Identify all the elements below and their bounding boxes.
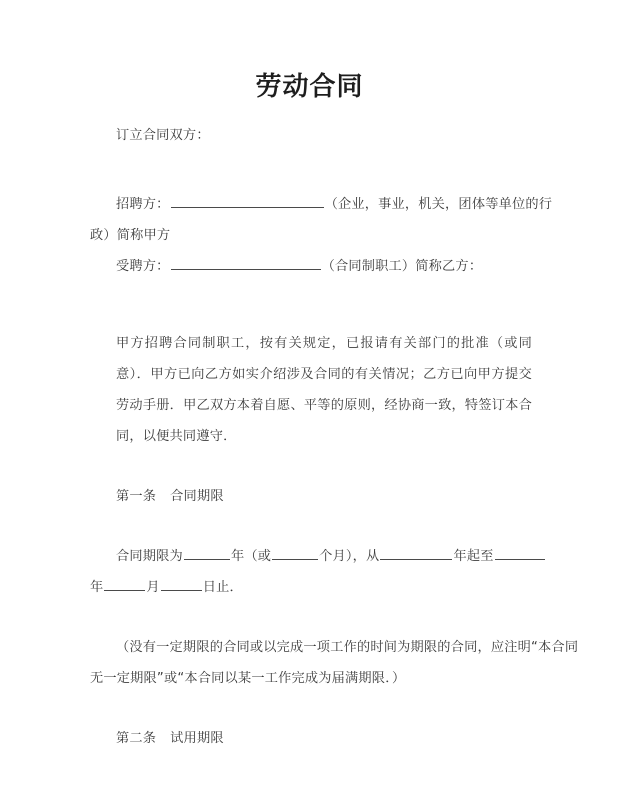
term-text-1: 合同期限为 [116,549,183,564]
term-text-6: 月 [146,580,160,595]
end-day-blank[interactable] [161,577,202,591]
spacer [90,452,532,481]
clause-2-heading: 试用期限 [170,731,224,746]
employer-name-blank[interactable] [171,194,324,208]
spacer [90,512,532,541]
end-month-blank[interactable] [104,577,145,591]
preamble-paragraph: 甲方招聘合同制职工，按有关规定，已报请有关部门的批准（或同意）．甲方已向乙方如实介绍涉及合同的有关情况；乙方已向甲方提交劳动手册．甲乙双方本着自愿、平等的原则，经协商一致，特签订本合同，以便共同遵守． [116,336,532,444]
term-text-2: 年（或 [230,549,272,564]
document-body [90,120,579,754]
clause-1-term-line-2 [90,572,532,603]
employer-line [90,189,553,220]
term-text-4: 年起至 [453,549,494,564]
term-years-blank[interactable] [184,546,230,560]
employee-line [90,251,532,282]
spacer [90,282,532,328]
term-months-blank[interactable] [272,546,318,560]
clause-1-title [90,481,532,512]
start-year-blank[interactable] [380,546,452,560]
clause-2-title [90,723,532,754]
term-text-7: 日止． [202,580,243,595]
clause-1-note-line-2: 无一定期限”或“本合同以某一工作完成为届满期限．） [90,671,406,686]
spacer [90,603,532,632]
term-text-3: 个月），从 [319,549,380,564]
employee-name-blank[interactable] [171,256,321,270]
clause-1-note-line-1: （没有一定期限的合同或以完成一项工作的时间为期限的合同，应注明“本合同 [116,640,579,655]
employee-suffix: （合同制职工）简称乙方： [321,259,483,274]
clause-1-heading: 合同期限 [170,489,224,504]
employer-label: 招聘方： [116,197,170,212]
term-text-5: 年 [90,580,104,595]
page-title: 劳动合同 [255,72,364,102]
spacer [90,694,532,723]
end-year-blank[interactable] [495,546,545,560]
employer-suffix-line1: （企业，事业，机关，团体等单位的行 [324,197,553,212]
clause-1-term-line-1 [90,541,532,572]
parties-heading: 订立合同双方： [116,128,210,143]
spacer [90,151,532,189]
employee-label: 受聘方： [116,259,170,274]
clause-1-number: 第一条 [116,489,157,504]
employer-line-continued: 政）简称甲方 [90,228,171,243]
clause-2-number: 第二条 [116,731,157,746]
